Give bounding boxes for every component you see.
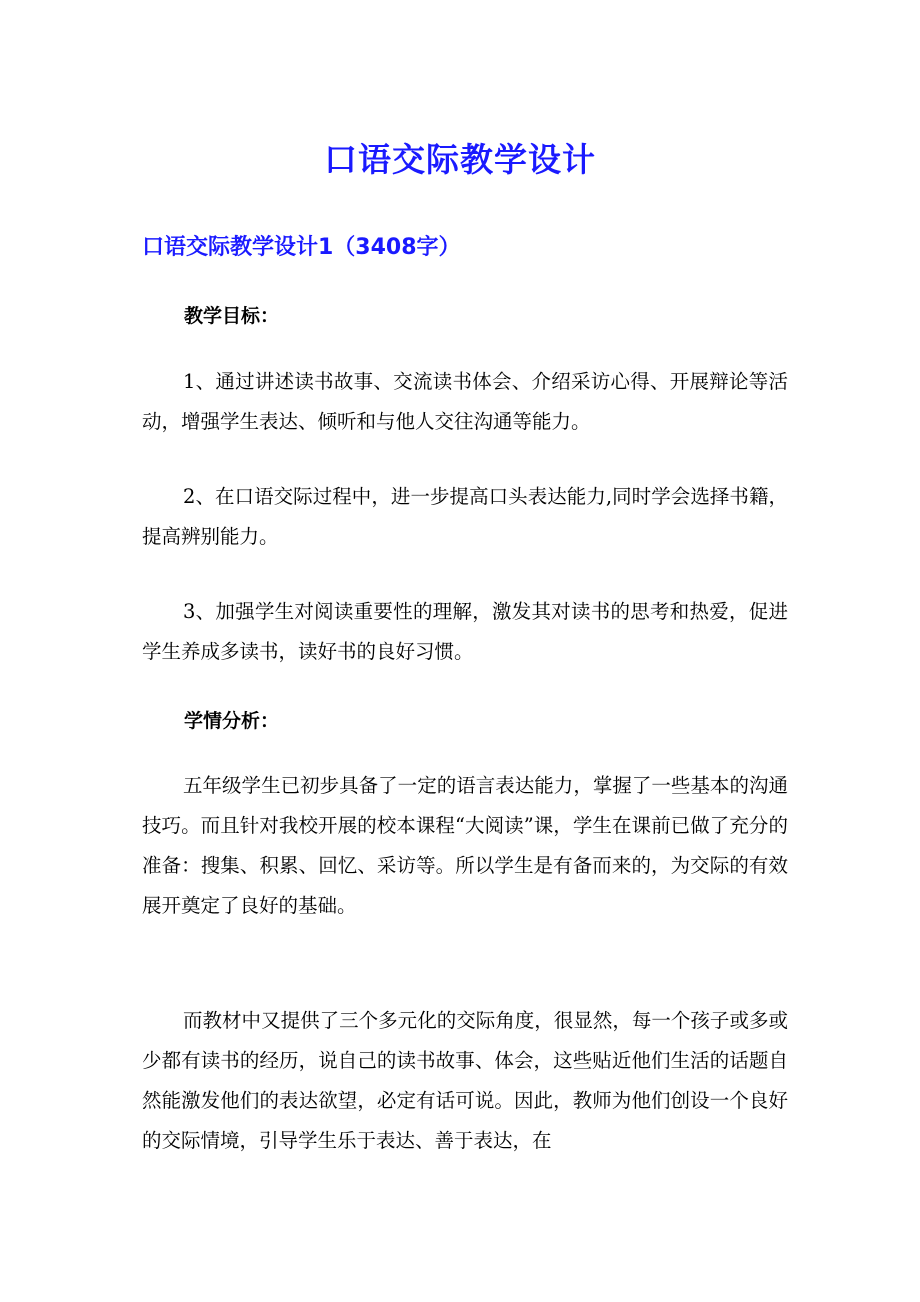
goal-paragraph-3: 3、加强学生对阅读重要性的理解，激发其对读书的思考和热爱，促进学生养成多读书，读好书的良好习惯。 bbox=[142, 600, 788, 663]
analysis-paragraph-2: 而教材中又提供了三个多元化的交际角度，很显然，每一个孩子或多或少都有读书的经历，说自己的读书故事、体会，这些贴近他们生活的话题自然能激发他们的表达欲望，必定有话可说。因此，教师为他们创设一个良好的交际情境，引导学生乐于表达、善于表达，在 bbox=[142, 1009, 788, 1152]
goal-paragraph-1: 1、通过讲述读书故事、交流读书体会、介绍采访心得、开展辩论等活动，增强学生表达、倾听和与他人交往沟通等能力。 bbox=[142, 370, 788, 433]
analysis-paragraph-1: 五年级学生已初步具备了一定的语言表达能力，掌握了一些基本的沟通技巧。而且针对我校开展的校本课程“大阅读”课，学生在课前已做了充分的准备：搜集、积累、回忆、采访等。所以学生是有备而来的，为交际的有效展开奠定了良好的基础。 bbox=[142, 774, 788, 917]
document-title: 口语交际教学设计 bbox=[324, 140, 596, 179]
learning-analysis-heading: 学情分析： bbox=[184, 710, 280, 732]
goal-paragraph-2: 2、在口语交际过程中，进一步提高口头表达能力,同时学会选择书籍，提高辨别能力。 bbox=[142, 485, 788, 548]
section-heading: 口语交际教学设计1（3408字） bbox=[142, 235, 461, 260]
teaching-goals-heading: 教学目标： bbox=[184, 305, 280, 327]
